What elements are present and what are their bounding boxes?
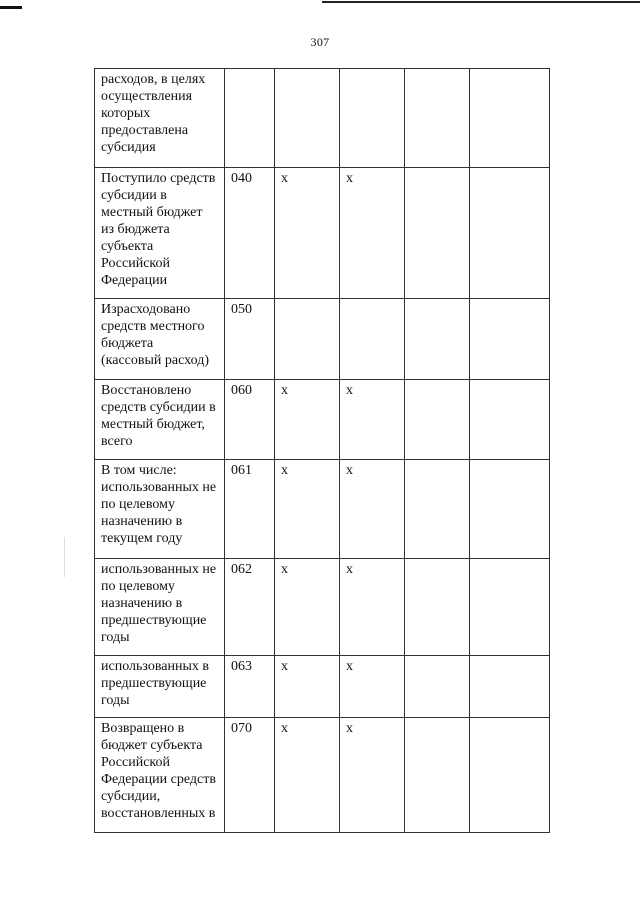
row-name-text: использованных в предшествующие годы	[101, 659, 209, 708]
row-col3-cell	[275, 299, 340, 380]
row-col4-cell: x	[340, 559, 405, 656]
row-col6-cell	[470, 559, 550, 656]
row-name-text: Восстановлено средств субсидии в местный бюджет, всего	[101, 383, 216, 449]
row-col4-cell: x	[340, 718, 405, 833]
table-row	[95, 299, 550, 380]
row-code-cell: 040	[225, 168, 275, 299]
scan-artifact-mark	[64, 537, 65, 577]
report-table-body	[95, 69, 550, 833]
row-name-text: расходов, в целях осуществления которых предоставлена субсидия	[101, 72, 206, 155]
row-name-cell	[95, 460, 225, 559]
row-col3-cell: x	[275, 380, 340, 460]
row-col5-cell	[405, 69, 470, 168]
row-code-cell: 062	[225, 559, 275, 656]
row-code-cell	[225, 69, 275, 168]
row-col4-cell	[340, 69, 405, 168]
row-name-cell	[95, 559, 225, 656]
table-row	[95, 168, 550, 299]
row-col6-cell	[470, 460, 550, 559]
row-name-cell	[95, 718, 225, 833]
row-col4-cell: x	[340, 380, 405, 460]
row-name-text: Возвращено в бюджет субъекта Российской Федерации средств субсидии, восстановленных в	[101, 721, 216, 821]
row-col3-cell: x	[275, 168, 340, 299]
row-col4-cell: x	[340, 656, 405, 718]
row-col6-cell	[470, 656, 550, 718]
table-row	[95, 460, 550, 559]
row-col5-cell	[405, 559, 470, 656]
row-col5-cell	[405, 299, 470, 380]
row-name-text: В том числе: использованных не по целевому назначению в текущем году	[101, 463, 217, 546]
table-row	[95, 559, 550, 656]
row-name-cell	[95, 299, 225, 380]
page-number: 307	[310, 35, 330, 49]
row-name-text: Поступило средств субсидии в местный бюджет из бюджета субъекта Российской Федерации	[101, 171, 216, 288]
row-code-cell: 060	[225, 380, 275, 460]
row-name-text: использованных не по целевому назначению в предшествующие годы	[101, 562, 217, 645]
table-row	[95, 69, 550, 168]
report-table	[94, 68, 550, 833]
row-col5-cell	[405, 460, 470, 559]
row-code-cell: 070	[225, 718, 275, 833]
table-row	[95, 380, 550, 460]
row-col6-cell	[470, 299, 550, 380]
row-code-cell: 063	[225, 656, 275, 718]
row-code-cell: 050	[225, 299, 275, 380]
row-col5-cell	[405, 380, 470, 460]
row-name-cell	[95, 168, 225, 299]
table-row	[95, 718, 550, 833]
row-name-cell	[95, 69, 225, 168]
row-col6-cell	[470, 380, 550, 460]
row-col4-cell	[340, 299, 405, 380]
row-code-cell: 061	[225, 460, 275, 559]
scan-edge-mark-right	[322, 1, 640, 3]
row-col6-cell	[470, 718, 550, 833]
row-name-text: Израсходовано средств местного бюджета (кассовый расход)	[101, 302, 209, 368]
row-col5-cell	[405, 718, 470, 833]
row-col3-cell: x	[275, 559, 340, 656]
row-col4-cell: x	[340, 460, 405, 559]
row-col3-cell: x	[275, 656, 340, 718]
row-name-cell	[95, 380, 225, 460]
table-row	[95, 656, 550, 718]
row-col3-cell	[275, 69, 340, 168]
scan-edge-mark-left	[0, 6, 22, 9]
row-col6-cell	[470, 168, 550, 299]
row-col3-cell: x	[275, 460, 340, 559]
row-col5-cell	[405, 168, 470, 299]
row-col6-cell	[470, 69, 550, 168]
row-col4-cell: x	[340, 168, 405, 299]
row-name-cell	[95, 656, 225, 718]
row-col5-cell	[405, 656, 470, 718]
row-col3-cell: x	[275, 718, 340, 833]
